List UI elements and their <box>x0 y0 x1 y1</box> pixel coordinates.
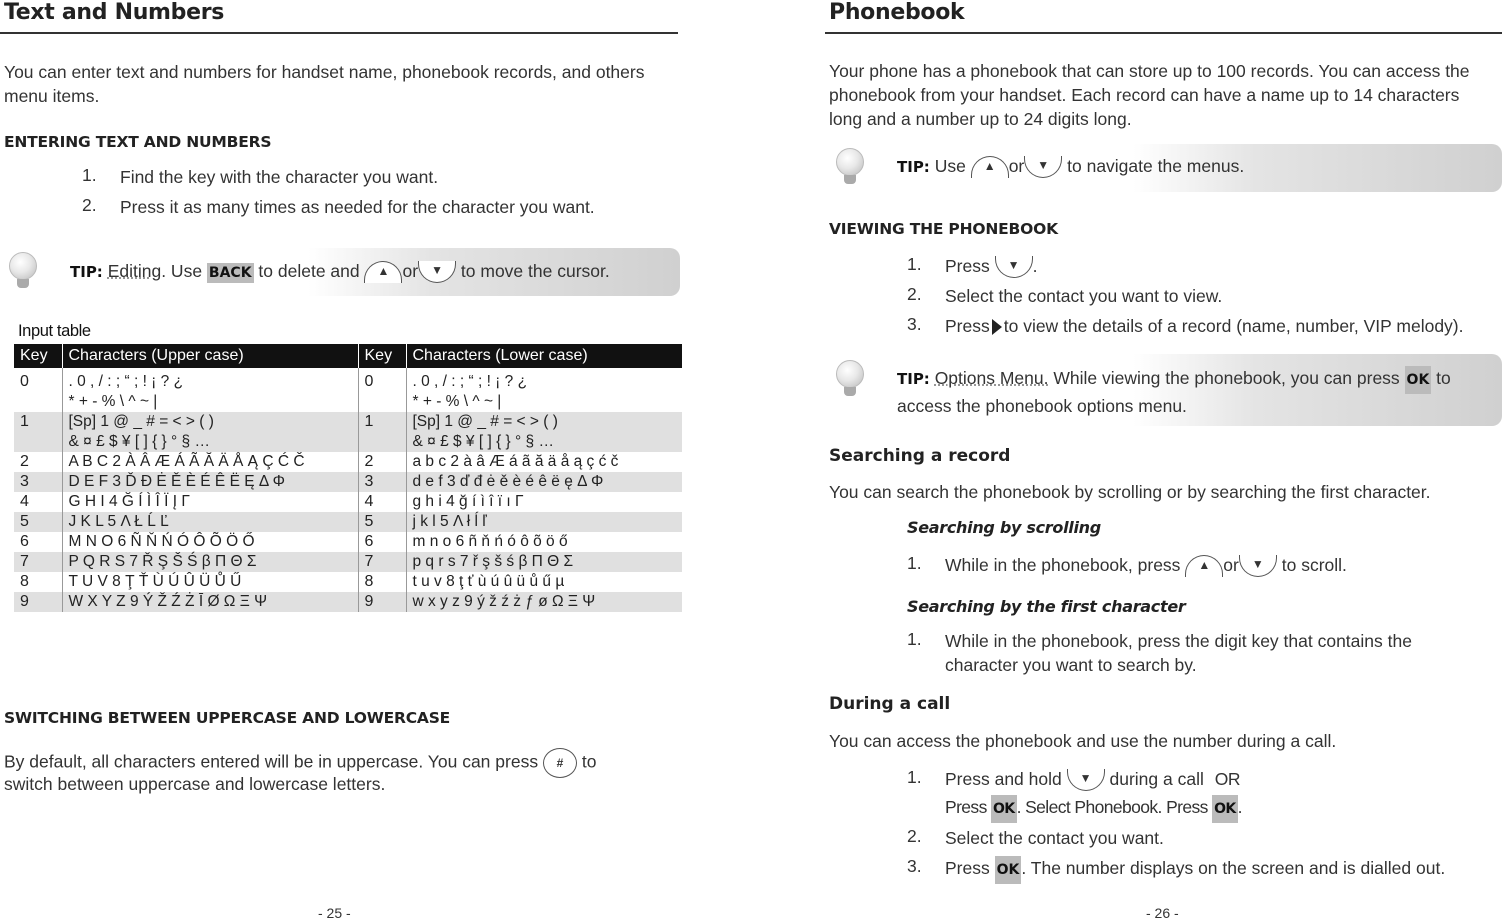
tip-text: to delete and <box>253 261 365 281</box>
entering-heading: ENTERING TEXT AND NUMBERS <box>4 133 272 151</box>
step-text-part: Press <box>945 256 990 276</box>
step-text-part: . Press <box>1157 797 1208 817</box>
step-text <box>945 795 1242 823</box>
table-header: Key <box>14 344 62 368</box>
step-text-part: While in the phonebook, press <box>945 555 1181 575</box>
ok-key-label: OK <box>1212 795 1238 823</box>
tip-text: to navigate the menus. <box>1067 156 1245 176</box>
first-char-heading: Searching by the first character <box>907 597 1186 616</box>
ok-key-label: OK <box>991 795 1017 823</box>
tip-text: Use <box>934 156 966 176</box>
table-header: Characters (Lower case) <box>406 344 682 368</box>
tip-or: or <box>1008 156 1025 176</box>
searching-text: You can search the phonebook by scrolling or by searching the first character. <box>829 482 1431 502</box>
tip-box <box>887 144 1502 192</box>
table-row <box>14 452 682 472</box>
or-word: OR <box>1214 769 1240 789</box>
step-number: 1. <box>907 254 922 274</box>
lightbulb-icon <box>833 148 867 186</box>
left-page <box>0 0 690 922</box>
step-number: 3. <box>907 856 922 876</box>
ok-key-label: OK <box>1405 366 1432 394</box>
step-text-part: Press <box>945 316 990 336</box>
table-cell: W X Y Z 9 Ý Ž Ź Ż Ī Ø Ω Ξ Ψ <box>62 592 358 612</box>
table-cell: j k l 5 Λ ł ĺ ľ <box>406 512 682 532</box>
table-row <box>14 532 682 552</box>
table-row <box>14 512 682 532</box>
tip-text: While viewing the phonebook, you can press <box>1048 368 1405 388</box>
step-text-part: Press and hold <box>945 769 1062 789</box>
step-text: While in the phonebook, press the digit key that contains the <box>945 631 1412 651</box>
table-cell: D E F 3 Ď Đ Ė Ě È É Ê Ë Ę Δ Φ <box>62 472 358 492</box>
table-cell: p q r s 7 ř ş š ś β Π Θ Σ <box>406 552 682 572</box>
title-rule <box>0 32 678 34</box>
step-text: character you want to search by. <box>945 655 1197 675</box>
page-title: Phonebook <box>829 0 965 25</box>
intro-text: Your phone has a phonebook that can store up to 100 records. You can access the phonebook from your handset. Each record can have a name up to 14 characters long and a number up to 24 digits long. <box>829 61 1470 129</box>
table-cell: P Q R S 7 Ř Ş Š Ś β Π Θ Σ <box>62 552 358 572</box>
table-row <box>14 412 682 452</box>
table-cell: m n o 6 ñ ň ń ó ô õ ö ő <box>412 533 568 550</box>
scroll-heading: Searching by scrolling <box>907 518 1101 537</box>
table-cell: 3 <box>14 472 62 492</box>
table-cell: g h i 4 ğ í ì î ï ı Γ <box>412 493 524 510</box>
switching-text-part: By default, all characters entered will be in uppercase. You can press <box>4 751 539 772</box>
table-cell: 9 <box>14 592 62 612</box>
tip-text: access the phonebook options menu. <box>897 396 1187 416</box>
step-number: 2. <box>82 195 97 215</box>
lightbulb-icon <box>833 360 867 398</box>
table-cell: a b c 2 à â Æ á ã ă ä å ą ç ć č <box>412 453 619 470</box>
input-table <box>14 344 682 612</box>
tip-label: TIP: <box>897 158 930 176</box>
step-text-part: during a call <box>1109 769 1204 789</box>
down-key-icon: ▼ <box>1067 769 1105 791</box>
step-text-part: Press <box>945 797 987 817</box>
table-row <box>14 572 682 592</box>
table-cell: . 0 , / : ; “ ; ! ¡ ? ¿ * + - % \ ^ ~ | <box>412 373 528 410</box>
table-cell: M N O 6 Ñ Ň Ń Ó Ô Õ Ö Ő <box>62 532 358 552</box>
step-number: 1. <box>907 629 922 649</box>
step-number: 1. <box>907 553 922 573</box>
down-key-icon: ▼ <box>1239 555 1277 577</box>
call-heading: During a call <box>829 694 951 714</box>
page-number: - 25 - <box>318 905 351 921</box>
tip-box <box>60 248 680 296</box>
viewing-heading: VIEWING THE PHONEBOOK <box>829 220 1058 238</box>
step-number: 2. <box>907 826 922 846</box>
step-text-part: to view the details of a record (name, number, VIP melody). <box>1003 316 1464 336</box>
step-text-part: . Select <box>1016 797 1071 817</box>
step-text: Press it as many times as needed for the character you want. <box>120 197 595 217</box>
call-text: You can access the phonebook and use the number during a call. <box>829 731 1337 751</box>
table-row <box>14 552 682 572</box>
switching-heading: SWITCHING BETWEEN UPPERCASE AND LOWERCASE <box>4 709 451 727</box>
tip-box <box>887 354 1502 426</box>
table-cell: 7 <box>358 552 406 572</box>
up-key-icon: ▲ <box>971 156 1009 178</box>
step-text-part: Press <box>945 858 990 878</box>
table-row <box>14 472 682 492</box>
table-cell: 5 <box>14 512 62 532</box>
switching-text-line2: switch between uppercase and lowercase letters. <box>4 774 386 794</box>
down-key-icon: ▼ <box>1024 156 1062 178</box>
table-cell: 4 <box>358 492 406 512</box>
lightbulb-icon <box>6 252 40 290</box>
page-number: - 26 - <box>1146 905 1179 921</box>
tip-label: TIP: <box>897 370 930 388</box>
step-text <box>945 254 1037 278</box>
table-row <box>14 492 682 512</box>
step-number: 1. <box>82 165 97 185</box>
table-cell: A B C 2 À Â Æ Á Ã Ă Ä Å Ą Ç Ć Č <box>62 452 358 472</box>
title-rule <box>825 32 1502 34</box>
step-text-part: . <box>1237 797 1242 817</box>
table-cell: 7 <box>14 552 62 572</box>
table-cell: t u v 8 ţ ť ù ú û ü ů ű µ <box>412 573 565 590</box>
table-cell: 8 <box>358 572 406 592</box>
table-header: Key <box>358 344 406 368</box>
table-cell: 2 <box>14 452 62 472</box>
step-or: or <box>1223 555 1239 575</box>
step-text <box>945 314 1464 338</box>
switching-text-part: to <box>581 751 597 772</box>
intro-text: You can enter text and numbers for handset name, phonebook records, and others menu items. <box>4 62 645 106</box>
step-number: 2. <box>907 284 922 304</box>
table-row <box>14 368 682 412</box>
table-cell: 4 <box>14 492 62 512</box>
up-key-icon: ▲ <box>1185 555 1223 577</box>
table-cell: 1 <box>14 412 62 452</box>
back-key-label: BACK <box>208 265 252 281</box>
table-row <box>14 592 682 612</box>
page-title: Text and Numbers <box>4 0 225 25</box>
searching-heading: Searching a record <box>829 446 1011 466</box>
step-text-part: . The number displays on the screen and is dialled out. <box>1021 858 1446 878</box>
table-cell: 2 <box>358 452 406 472</box>
table-cell: T U V 8 Ţ Ť Ù Ú Û Ü Ů Ű <box>62 572 358 592</box>
table-cell: 3 <box>358 472 406 492</box>
step-text: Find the key with the character you want. <box>120 167 439 187</box>
down-key-icon: ▼ <box>418 261 456 283</box>
table-cell: 6 <box>14 532 62 552</box>
step-text: Select the contact you want to view. <box>945 286 1223 306</box>
table-cell: . 0 , / : ; “ ; ! ¡ ? ¿ * + - % \ ^ ~ | <box>62 368 358 412</box>
step-text-part: . <box>1032 256 1038 276</box>
ok-key-label: OK <box>995 856 1022 884</box>
table-cell: J K L 5 Λ Ł Ĺ Ľ <box>62 512 358 532</box>
step-text: Select the contact you want. <box>945 828 1164 848</box>
table-cell: 6 <box>358 532 406 552</box>
table-cell: 0 <box>358 368 406 412</box>
tip-text: . Use <box>161 261 207 281</box>
down-key-icon: ▼ <box>995 256 1033 278</box>
up-key-icon: ▲ <box>364 261 402 283</box>
table-cell: [Sp] 1 @ _ # = < > ( ) & ¤ £ $ ¥ [ ] { } ° § … <box>62 412 358 452</box>
table-cell: 9 <box>358 592 406 612</box>
tip-text: to move the cursor. <box>456 261 610 281</box>
table-cell: [Sp] 1 @ _ # = < > ( ) & ¤ £ $ ¥ [ ] { } ° § … <box>406 412 682 452</box>
table-cell: 0 <box>14 368 62 412</box>
table-cell: 1 <box>358 412 406 452</box>
table-cell: 5 <box>358 512 406 532</box>
hash-key-icon: # <box>543 748 577 778</box>
table-cell: G H I 4 Ğ Í Ì Î Ï Į Γ <box>62 492 358 512</box>
step-text <box>945 767 1240 791</box>
tip-text: to <box>1431 368 1451 388</box>
tip-label: TIP: <box>70 263 103 281</box>
right-page <box>823 0 1502 922</box>
step-number: 1. <box>907 767 922 787</box>
step-text <box>945 856 1445 884</box>
table-cell: d e f 3 ď đ ė ě è é ê ë ę Δ Φ <box>406 472 682 492</box>
right-arrow-icon <box>992 319 1002 335</box>
tip-name: Options Menu. <box>934 368 1049 388</box>
tip-name: Editing <box>107 261 162 281</box>
phonebook-menu-label: Phonebook <box>1074 797 1158 817</box>
step-text <box>945 553 1347 577</box>
step-number: 3. <box>907 314 922 334</box>
table-cell: 8 <box>14 572 62 592</box>
table-caption: Input table <box>18 322 91 340</box>
table-header: Characters (Upper case) <box>62 344 358 368</box>
step-text-part: to scroll. <box>1281 555 1347 575</box>
tip-or: or <box>402 261 419 281</box>
table-cell: w x y z 9 ý ž ź ż ƒ ø Ω Ξ Ψ <box>406 592 682 612</box>
